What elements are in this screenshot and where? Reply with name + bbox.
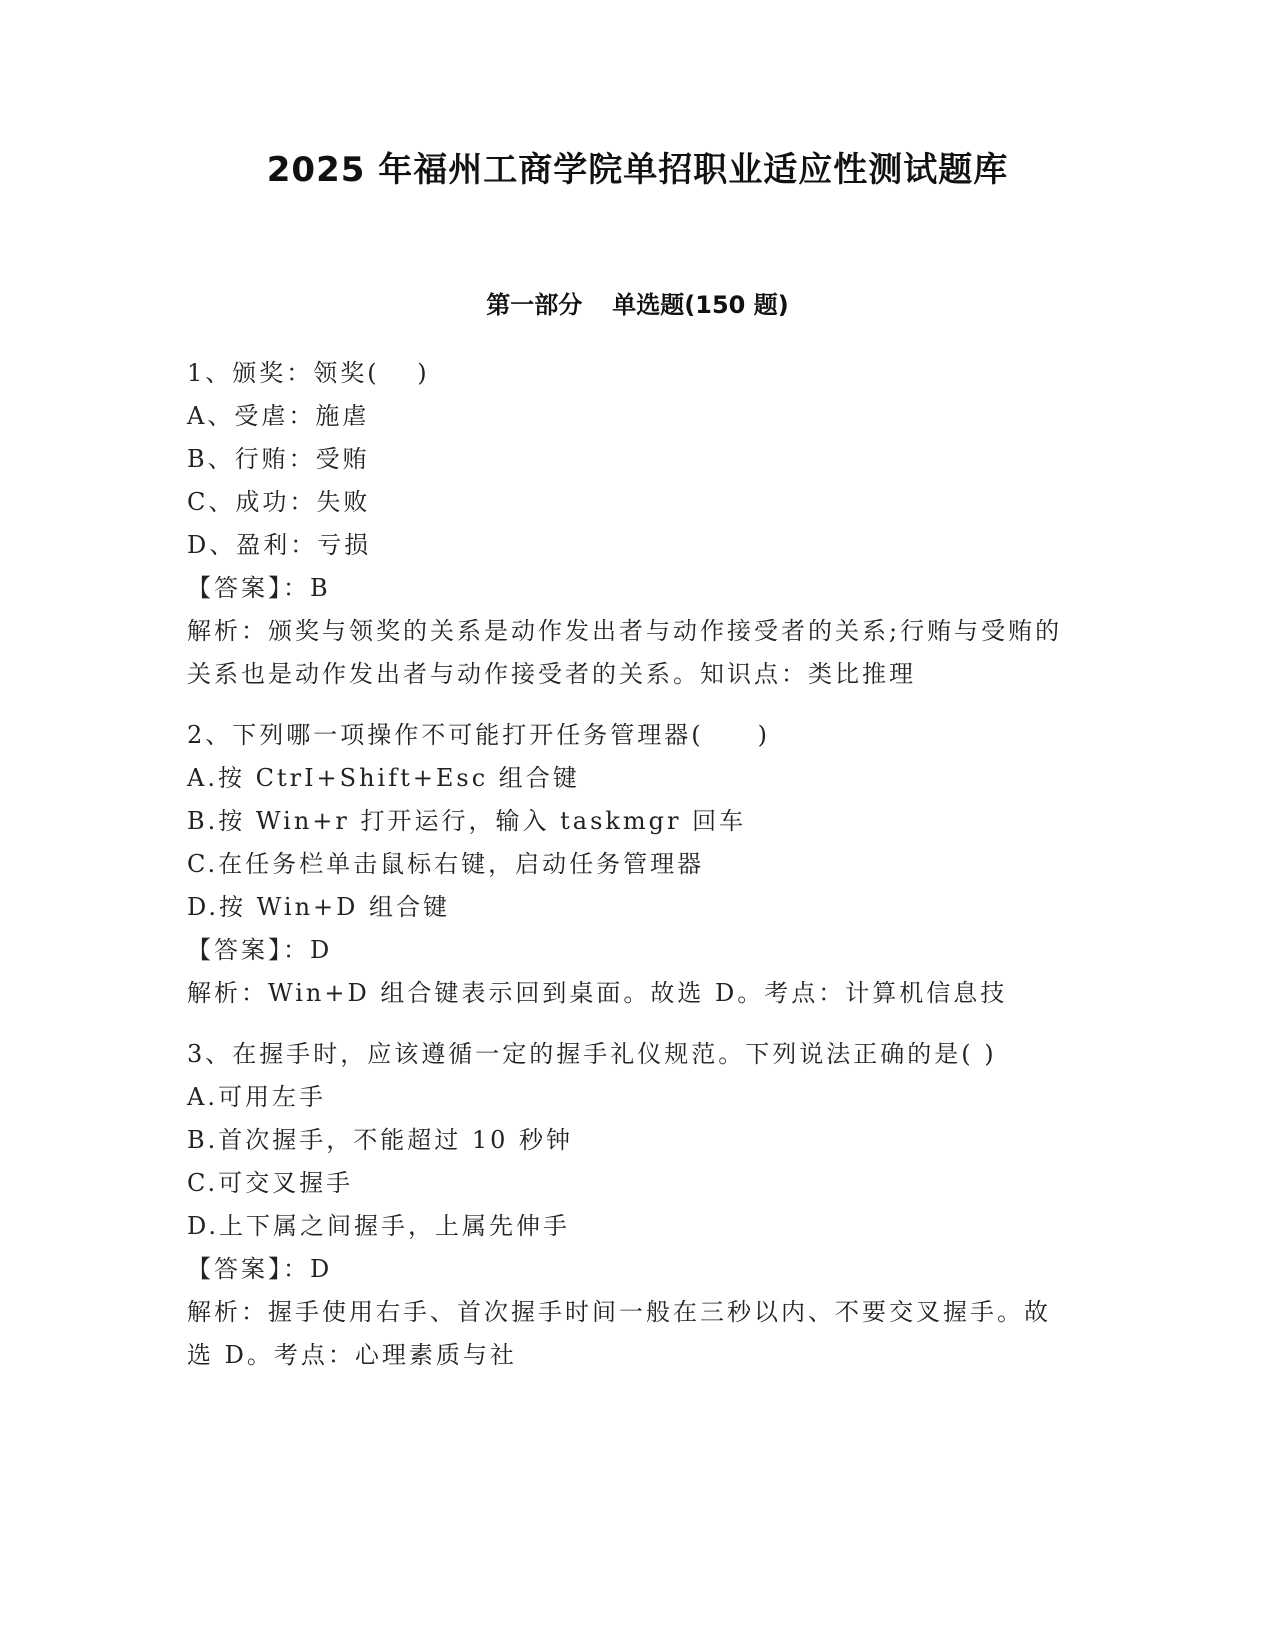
option-d: D.上下属之间握手，上属先伸手 [187,1212,571,1240]
document-title: 2025 年福州工商学院单招职业适应性测试题库 [266,150,1009,190]
answer-label: 【答案】 [187,574,283,602]
option-a: A.按 CtrI+Shift+Esc 组合键 [187,764,580,792]
option-d: D.按 Win+D 组合键 [187,893,451,921]
question-stem: 2、下列哪一项操作不可能打开任务管理器( ) [187,721,770,749]
option-b: B.按 Win+r 打开运行，输入 taskmgr 回车 [187,807,747,835]
answer-line [187,929,1077,972]
question-item [187,1033,1077,1377]
option-c: C.可交叉握手 [187,1169,354,1197]
section-heading [0,288,1275,322]
answer-value: ：D [283,1255,333,1283]
option-a: A.可用左手 [187,1083,326,1111]
answer-line [187,1248,1077,1291]
question-list [187,352,1077,1395]
option-b: B.首次握手，不能超过 10 秒钟 [187,1126,574,1154]
explanation: 解析：颁奖与领奖的关系是动作发出者与动作接受者的关系;行贿与受贿的关系也是动作发出者与动作接受者的关系。知识点：类比推理 [187,617,1063,688]
question-stem: 1、颁奖：领奖( ) [187,359,430,387]
answer-line [187,567,1077,610]
answer-label: 【答案】 [187,1255,283,1283]
question-stem: 3、在握手时，应该遵循一定的握手礼仪规范。下列说法正确的是( ) [187,1040,997,1068]
explanation: 解析：Win+D 组合键表示回到桌面。故选 D。考点：计算机信息技 [187,979,1008,1007]
question-item [187,352,1077,696]
section-name: 单选题(150 题) [612,291,789,319]
section-part: 第一部分 [486,291,583,319]
option-c: C、成功：失败 [187,488,371,516]
option-d: D、盈利：亏损 [187,531,372,559]
option-a: A、受虐：施虐 [187,402,370,430]
answer-label: 【答案】 [187,936,283,964]
option-c: C.在任务栏单击鼠标右键，启动任务管理器 [187,850,705,878]
answer-value: ：D [283,936,333,964]
answer-value: ：B [283,574,331,602]
option-b: B、行贿：受贿 [187,445,370,473]
explanation: 解析：握手使用右手、首次握手时间一般在三秒以内、不要交叉握手。故选 D。考点：心理素质与社 [187,1298,1051,1369]
question-item [187,714,1077,1015]
